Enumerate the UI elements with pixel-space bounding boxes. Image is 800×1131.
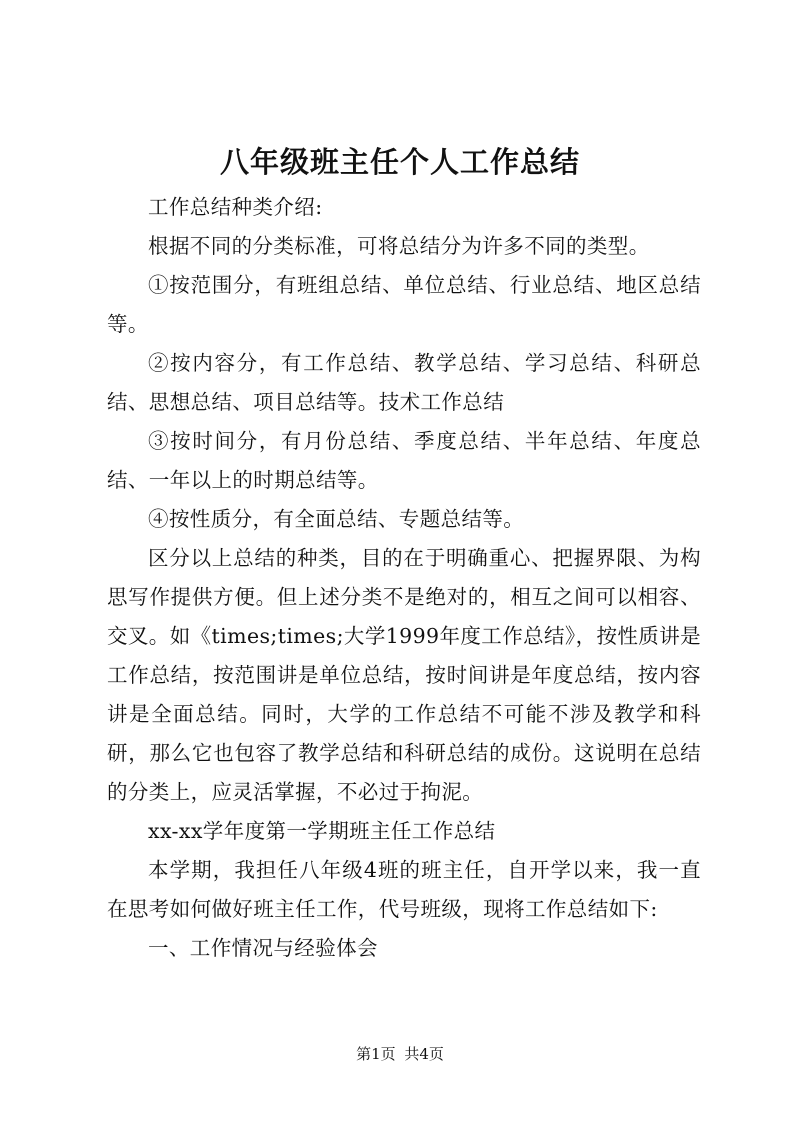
document-body xyxy=(107,188,701,968)
paragraph-semester-intro: 本学期，我担任八年级4班的班主任，自开学以来，我一直在思考如何做好班主任工作，代号班级，现将工作总结如下: xyxy=(107,858,701,921)
paragraph-by-content: ②按内容分，有工作总结、教学总结、学习总结、科研总结、思想总结、项目总结等。技术工作总结 xyxy=(107,351,701,414)
document-title: 八年级班主任个人工作总结 xyxy=(219,145,580,179)
paragraph-by-scope: ①按范围分，有班组总结、单位总结、行业总结、地区总结等。 xyxy=(107,273,701,336)
paragraph-section-title: xx-xx学年度第一学期班主任工作总结 xyxy=(148,819,496,843)
paragraph-heading-one: 一、工作情况与经验体会 xyxy=(148,936,378,960)
paragraph-by-nature: ④按性质分，有全面总结、专题总结等。 xyxy=(148,507,525,531)
paragraph-distinction: 区分以上总结的种类，目的在于明确重心、把握界限、为构思写作提供方便。但上述分类不是绝对的，相互之间可以相容、交叉。如《times;times;大学1999年度工作总结》，按性质讲是工作总结，按范围讲是单位总结，按时间讲是年度总结，按内容讲是全面总结。同时，大学的工作总结不可能不涉及教学和科研，那么它也包容了教学总结和科研总结的成份。这说明在总结的分类上，应灵活掌握，不必过于拘泥。 xyxy=(107,546,701,804)
paragraph-summary-types-intro: 工作总结种类介绍: xyxy=(148,195,323,219)
page-number-footer: 第1页 共4页 xyxy=(356,1045,444,1063)
paragraph-by-time: ③按时间分，有月份总结、季度总结、半年总结、年度总结、一年以上的时期总结等。 xyxy=(107,429,701,492)
paragraph-classification: 根据不同的分类标准，可将总结分为许多不同的类型。 xyxy=(148,234,650,258)
